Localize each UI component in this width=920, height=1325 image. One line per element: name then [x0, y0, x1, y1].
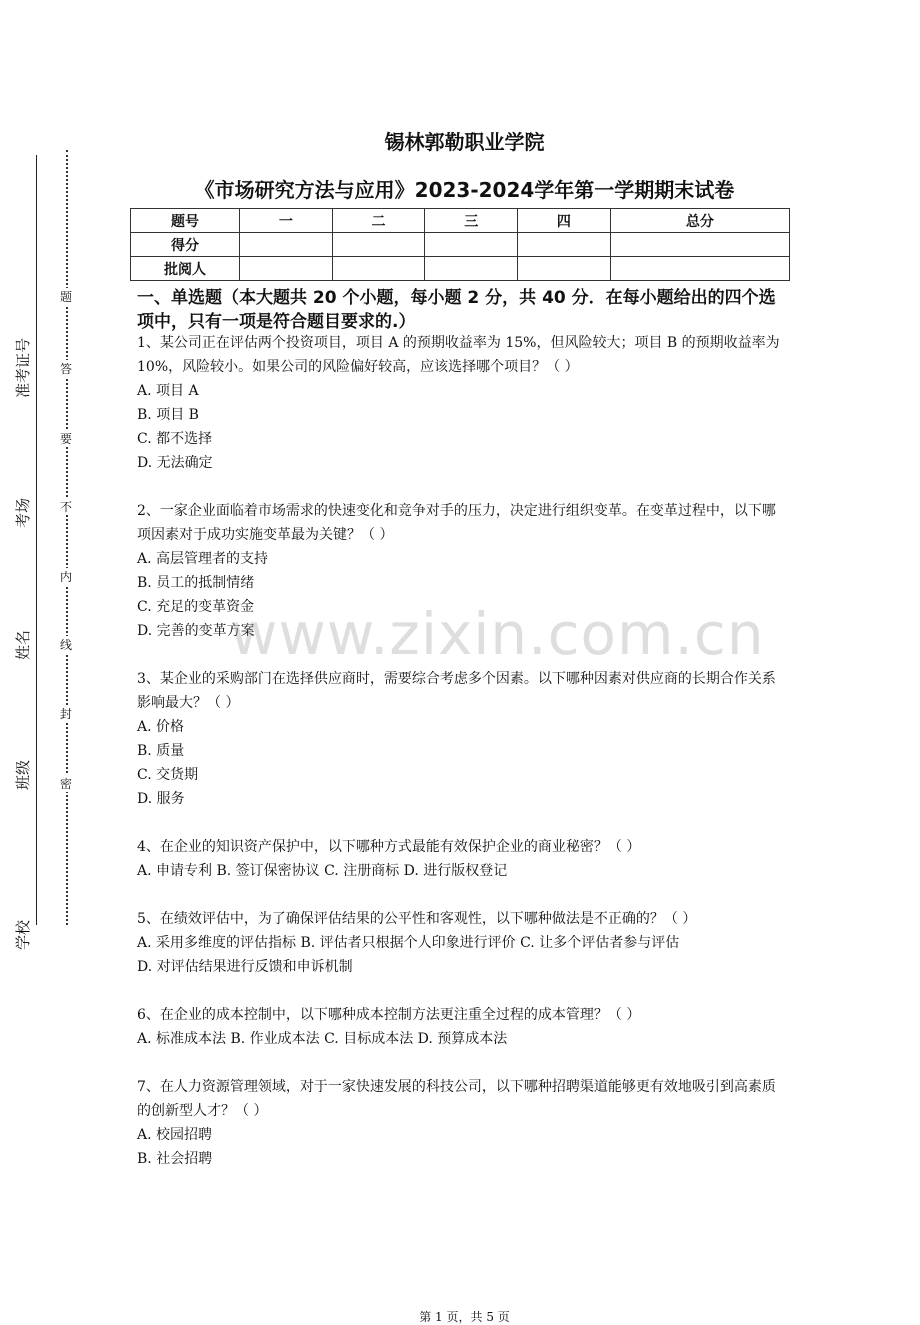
question	[137, 1003, 787, 1051]
question	[137, 667, 787, 811]
score-header-cell: 四	[518, 209, 611, 233]
question-stem: 7、在人力资源管理领域，对于一家快速发展的科技公司，以下哪种招聘渠道能够更有效地吸引到高素质的创新型人才？（ ）	[137, 1079, 776, 1119]
question-option: A. 价格	[137, 719, 185, 735]
question-option: B. 质量	[137, 743, 185, 759]
question-stem: 1、某公司正在评估两个投资项目，项目 A 的预期收益率为 15%，但风险较大；项目 B 的预期收益率为 10%，风险较小。如果公司的风险偏好较高，应该选择哪个项目？（ ）	[137, 335, 780, 375]
reviewer-cell[interactable]	[425, 257, 518, 281]
question-option: D. 对评估结果进行反馈和申诉机制	[137, 959, 353, 975]
question-option: A. 高层管理者的支持	[137, 551, 269, 567]
reviewer-cell[interactable]	[332, 257, 425, 281]
score-cell[interactable]	[240, 233, 333, 257]
question-stem: 5、在绩效评估中，为了确保评估结果的公平性和客观性，以下哪种做法是不正确的？（ ）	[137, 911, 697, 927]
seal-char: 不	[59, 500, 72, 514]
question-list	[137, 331, 787, 1195]
binding-dotted-line	[66, 150, 68, 925]
score-header-cell: 二	[332, 209, 425, 233]
seal-char: 内	[59, 570, 72, 584]
question-stem: 2、一家企业面临着市场需求的快速变化和竞争对手的压力，决定进行组织变革。在变革过程中，以下哪项因素对于成功实施变革最为关键？（ ）	[137, 503, 776, 543]
question-option: D. 无法确定	[137, 455, 213, 471]
question-option: A. 采用多维度的评估指标 B. 评估者只根据个人印象进行评价 C. 让多个评估者参与评估	[137, 935, 680, 951]
seal-char: 题	[59, 290, 72, 304]
score-row	[131, 233, 790, 257]
question-stem: 6、在企业的成本控制中，以下哪种成本控制方法更注重全过程的成本管理？（ ）	[137, 1007, 641, 1023]
label-exam-room: 考场	[14, 497, 32, 528]
page-footer: 第 1 页，共 5 页	[419, 1310, 510, 1324]
section-title: 一、单选题（本大题共 20 个小题，每小题 2 分，共 40 分．在每小题给出的四个选项中，只有一项是符合题目要求的.）	[137, 288, 776, 332]
reviewer-cell[interactable]	[240, 257, 333, 281]
score-header-cell: 一	[240, 209, 333, 233]
question-option: C. 都不选择	[137, 431, 213, 447]
reviewer-cell[interactable]	[518, 257, 611, 281]
school-name: 锡林郭勒职业学院	[384, 130, 545, 154]
label-exam-number: 准考证号	[14, 337, 32, 398]
label-school: 学校	[14, 919, 32, 950]
seal-char: 要	[59, 432, 72, 446]
question	[137, 331, 787, 475]
watermark: www.zixin.com.cn	[230, 600, 765, 668]
question	[137, 907, 787, 979]
question-option: A. 标准成本法 B. 作业成本法 C. 目标成本法 D. 预算成本法	[137, 1031, 508, 1047]
reviewer-row	[131, 257, 790, 281]
question-stem: 3、某企业的采购部门在选择供应商时，需要综合考虑多个因素。以下哪种因素对供应商的长期合作关系影响最大？（ ）	[137, 671, 776, 711]
question-option: A. 项目 A	[137, 383, 199, 399]
seal-char: 线	[59, 638, 72, 652]
question-option: A. 申请专利 B. 签订保密协议 C. 注册商标 D. 进行版权登记	[137, 863, 508, 879]
seal-char: 封	[59, 707, 72, 721]
binding-strip	[0, 0, 110, 1302]
score-cell[interactable]	[518, 233, 611, 257]
score-header-cell: 总分	[610, 209, 789, 233]
question-option: C. 充足的变革资金	[137, 599, 255, 615]
score-cell[interactable]	[425, 233, 518, 257]
score-header-cell: 三	[425, 209, 518, 233]
score-cell[interactable]	[332, 233, 425, 257]
score-row-label: 得分	[131, 233, 240, 257]
label-name: 姓名	[14, 629, 32, 660]
question-option: C. 交货期	[137, 767, 199, 783]
score-table	[130, 208, 790, 281]
label-class: 班级	[14, 759, 32, 790]
seal-char: 答	[59, 362, 72, 376]
question-option: A. 校园招聘	[137, 1127, 213, 1143]
reviewer-row-label: 批阅人	[131, 257, 240, 281]
question-option: B. 员工的抵制情绪	[137, 575, 255, 591]
question-stem: 4、在企业的知识资产保护中，以下哪种方式最能有效保护企业的商业秘密？（ ）	[137, 839, 641, 855]
reviewer-cell[interactable]	[610, 257, 789, 281]
question-option: B. 项目 B	[137, 407, 199, 423]
score-table-header-row	[131, 209, 790, 233]
question-option: D. 服务	[137, 791, 185, 807]
binding-solid-line	[36, 155, 37, 925]
exam-title: 《市场研究方法与应用》2023-2024学年第一学期期末试卷	[194, 178, 735, 202]
question-option: B. 社会招聘	[137, 1151, 213, 1167]
score-cell[interactable]	[610, 233, 789, 257]
score-header-cell: 题号	[131, 209, 240, 233]
question	[137, 835, 787, 883]
question	[137, 1075, 787, 1171]
question-option: D. 完善的变革方案	[137, 623, 255, 639]
seal-char: 密	[59, 777, 72, 791]
